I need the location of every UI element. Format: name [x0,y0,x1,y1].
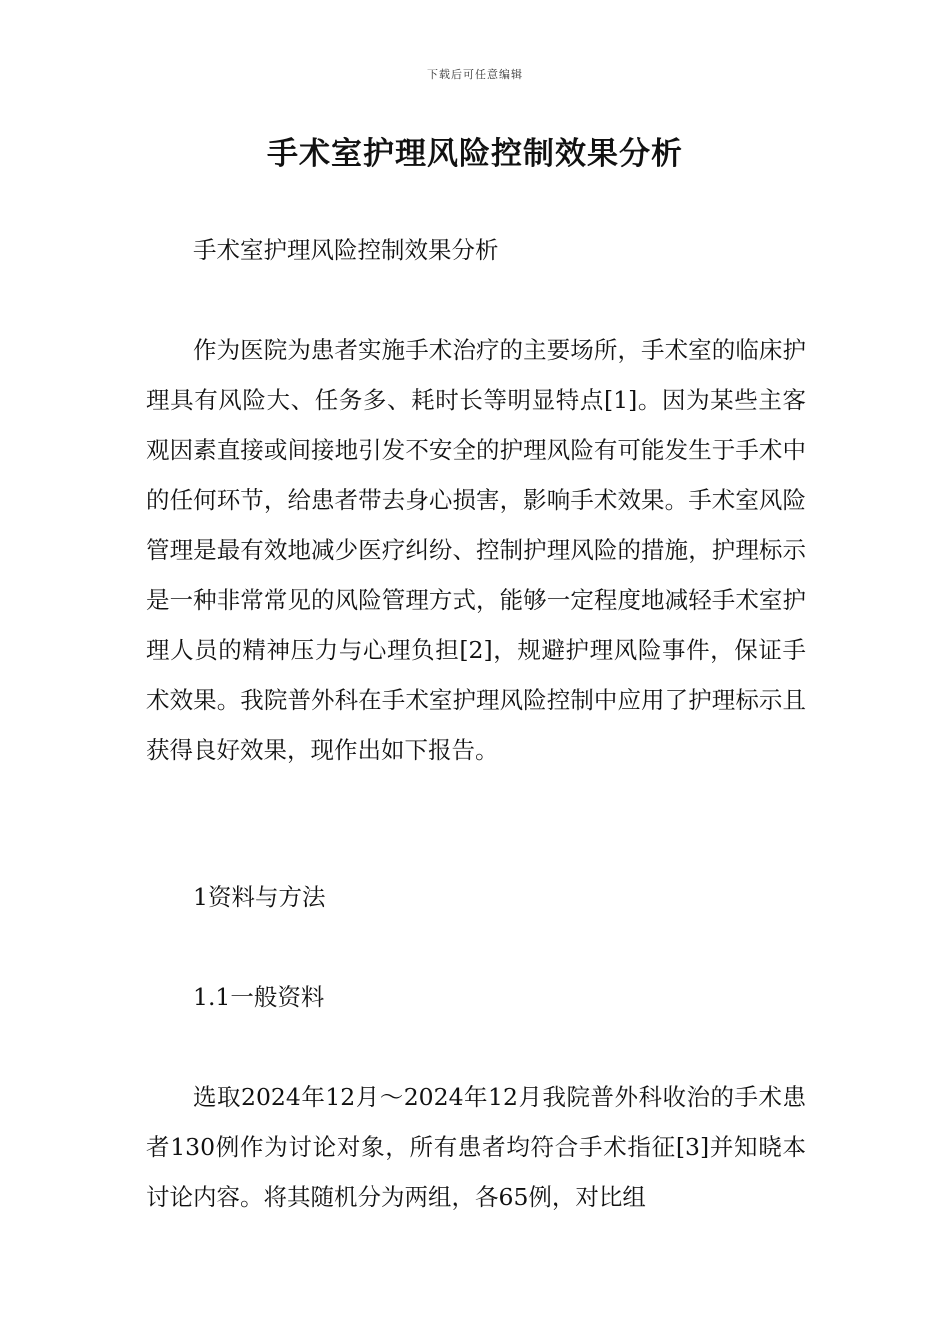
section-heading-1: 1资料与方法 [193,883,326,911]
data-paragraph: 选取2024年12月～2024年12月我院普外科收治的手术患者130例作为讨论对象，所有患者均符合手术指征[3]并知晓本讨论内容。将其随机分为两组，各65例，对比组 [146,1083,806,1211]
document-title: 手术室护理风险控制效果分析 [267,136,683,172]
header-note: 下载后可任意编辑 [427,68,523,81]
section-heading-1-1: 1.1一般资料 [193,983,325,1011]
intro-paragraph: 作为医院为患者实施手术治疗的主要场所，手术室的临床护理具有风险大、任务多、耗时长等明显特点[1]。因为某些主客观因素直接或间接地引发不安全的护理风险有可能发生于手术中的任何环节，给患者带去身心损害，影响手术效果。手术室风险管理是最有效地减少医疗纠纷、控制护理风险的措施，护理标示是一种非常常见的风险管理方式，能够一定程度地减轻手术室护理人员的精神压力与心理负担[2]，规避护理风险事件，保证手术效果。我院普外科在手术室护理风险控制中应用了护理标示且获得良好效果，现作出如下报告。 [146,336,806,764]
article-subtitle: 手术室护理风险控制效果分析 [193,236,499,264]
